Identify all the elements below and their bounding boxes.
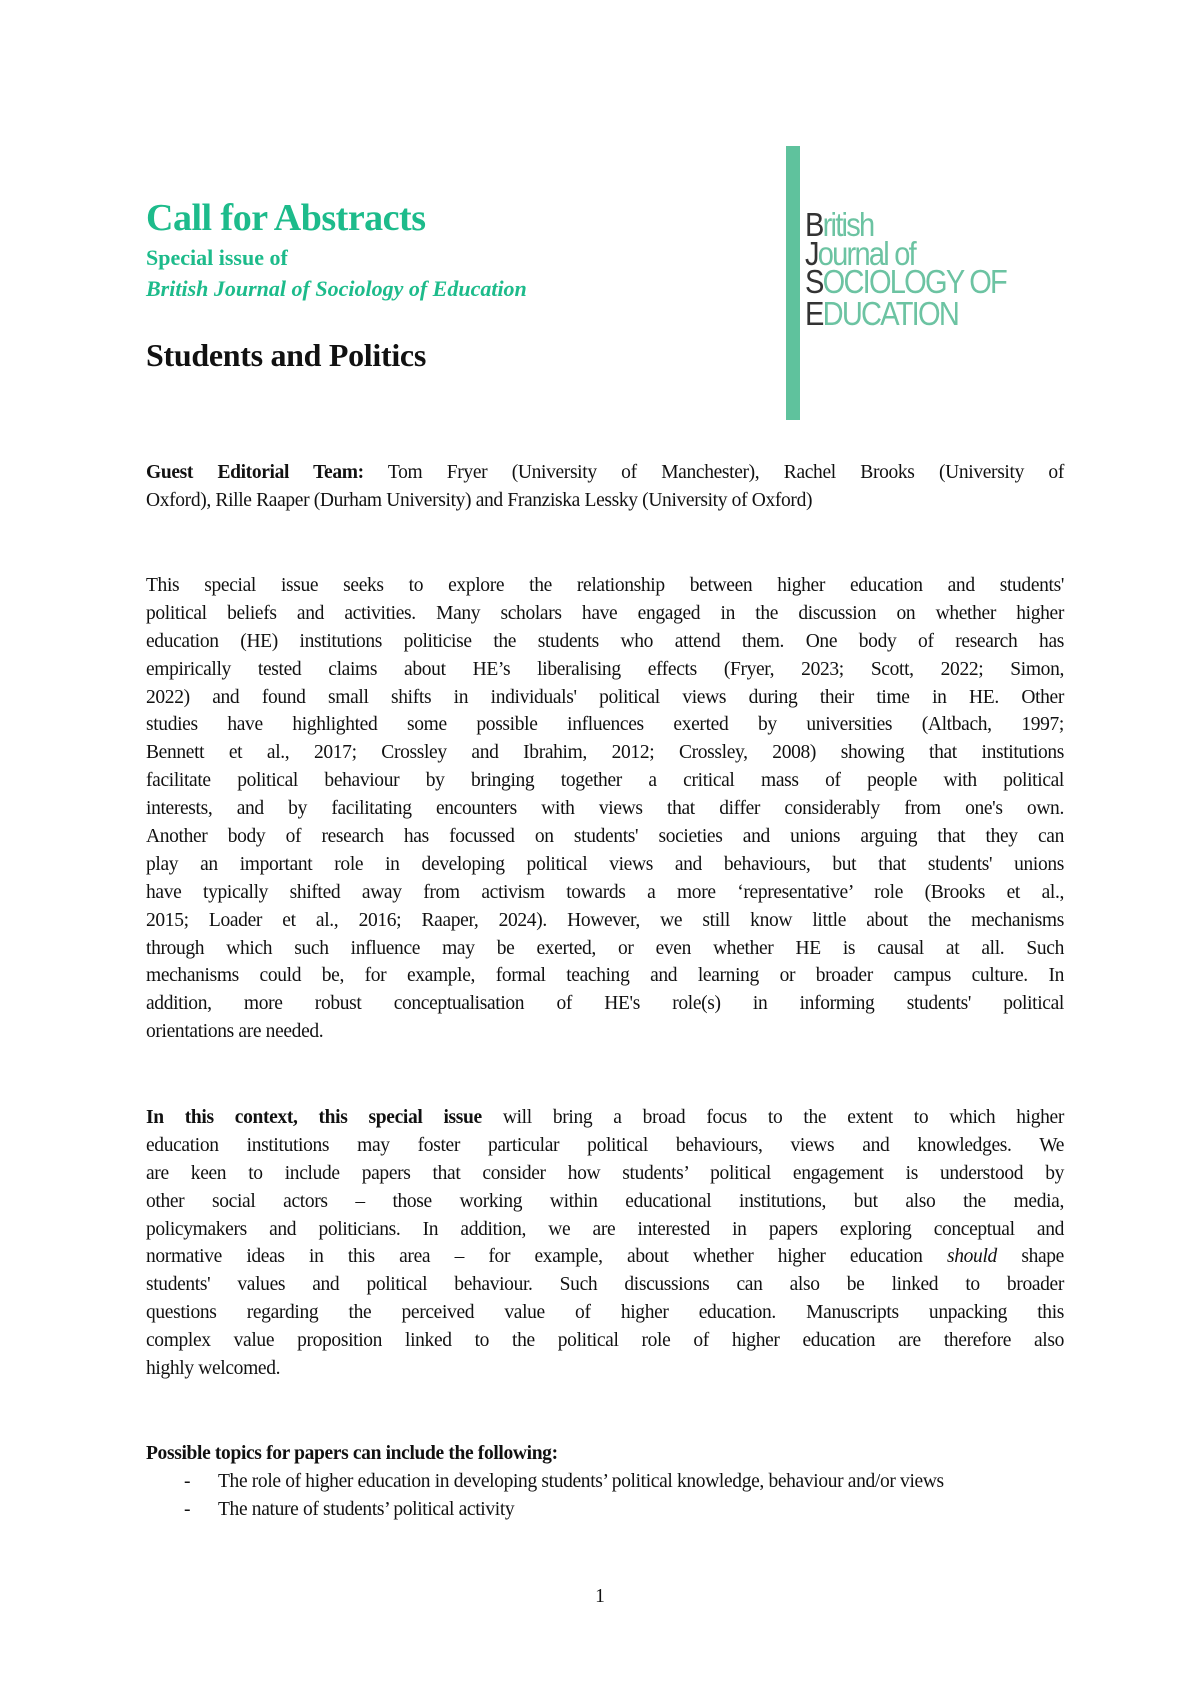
paragraph-line: interests, and by facilitating encounters with views that differ considerably from one's own. bbox=[146, 798, 1064, 820]
paragraph-line: Another body of research has focussed on students' societies and unions arguing that they can bbox=[146, 826, 1064, 848]
paragraph-line: mechanisms could be, for example, formal teaching and learning or broader campus culture. In bbox=[146, 965, 1064, 987]
paragraph-line: other social actors – those working within educational institutions, but also the media, bbox=[146, 1190, 1064, 1212]
logo-line: EDUCATION bbox=[805, 295, 959, 332]
paragraph-line: 2022) and found small shifts in individuals' political views during their time in HE. Other bbox=[146, 686, 1064, 708]
paragraph-line: questions regarding the perceived value of higher education. Manuscripts unpacking this bbox=[146, 1302, 1064, 1324]
paragraph-line: This special issue seeks to explore the relationship between higher education and students' bbox=[146, 575, 1064, 596]
paragraph-line: complex value proposition linked to the political role of higher education are therefore also bbox=[146, 1330, 1064, 1352]
topics-heading: Possible topics for papers can include the following: bbox=[146, 1443, 558, 1464]
paragraph-line: empirically tested claims about HE’s liberalising effects (Fryer, 2023; Scott, 2022; Simon, bbox=[146, 658, 1064, 680]
paragraph-line: studies have highlighted some possible influences exerted by universities (Altbach, 1997; bbox=[146, 714, 1064, 736]
paragraph-line: facilitate political behaviour by bringing together a critical mass of people with political bbox=[146, 770, 1064, 792]
context-paragraph bbox=[146, 1104, 1064, 1383]
topic-item bbox=[146, 1496, 1064, 1524]
paragraph-line bbox=[146, 1104, 1064, 1132]
page-number: 1 bbox=[595, 1586, 605, 1607]
logo-accent-bar bbox=[786, 146, 800, 420]
line-text: will bring a broad focus to the extent to which higher bbox=[481, 1107, 1064, 1128]
topics-section bbox=[146, 1440, 1064, 1524]
paragraph-line: orientations are needed. bbox=[146, 1021, 324, 1043]
dash-bullet: - bbox=[184, 1470, 191, 1492]
paragraph-line: through which such influence may be exerted, or even whether HE is causal at all. Such bbox=[146, 937, 1064, 959]
editors-line: Oxford), Rille Raaper (Durham University) and Franziska Lessky (University of Oxford) bbox=[146, 489, 813, 511]
paragraph-line: addition, more robust conceptualisation of HE's role(s) in informing students' political bbox=[146, 993, 1064, 1015]
lead-bold: In this context, this special issue bbox=[146, 1107, 482, 1128]
paragraph-line: education (HE) institutions politicise the students who attend them. One body of research has bbox=[146, 630, 1064, 652]
topic-item bbox=[146, 1468, 1064, 1496]
paragraph-line: play an important role in developing political views and behaviours, but that students' unions bbox=[146, 853, 1064, 875]
emphasis: should bbox=[947, 1246, 997, 1268]
paragraph-line: students' values and political behaviour. Such discussions can also be linked to broader bbox=[146, 1274, 1064, 1296]
paragraph-line: 2015; Loader et al., 2016; Raaper, 2024). However, we still know little about the mechanisms bbox=[146, 909, 1064, 931]
logo-line: Journal of bbox=[805, 235, 915, 272]
paragraph-line: are keen to include papers that consider how students’ political engagement is understood by bbox=[146, 1162, 1064, 1184]
topic-text: The nature of students’ political activity bbox=[218, 1498, 515, 1520]
intro-paragraph bbox=[146, 572, 1064, 1046]
paragraph-line bbox=[146, 1243, 1064, 1271]
paragraph-line: political beliefs and activities. Many scholars have engaged in the discussion on whether higher bbox=[146, 602, 1064, 624]
special-issue-label: Special issue of bbox=[146, 245, 288, 270]
topic-text: The role of higher education in developing students’ political knowledge, behaviour and/or views bbox=[218, 1470, 944, 1492]
editors-label: Guest Editorial Team: bbox=[146, 462, 364, 483]
line-text: shape bbox=[996, 1246, 1064, 1268]
dash-bullet: - bbox=[184, 1498, 191, 1520]
journal-name: British Journal of Sociology of Education bbox=[146, 276, 527, 301]
paragraph-line: highly welcomed. bbox=[146, 1358, 281, 1380]
paragraph-line: policymakers and politicians. In addition, we are interested in papers exploring conceptual and bbox=[146, 1218, 1064, 1240]
paragraph-line: education institutions may foster particular political behaviours, views and knowledges. We bbox=[146, 1134, 1064, 1156]
editors-line bbox=[146, 459, 1064, 487]
line-text: normative ideas in this area – for example, about whether higher education bbox=[146, 1246, 947, 1268]
issue-topic-title: Students and Politics bbox=[146, 337, 426, 373]
guest-editorial-team bbox=[146, 459, 1064, 515]
paragraph-line: Bennett et al., 2017; Crossley and Ibrahim, 2012; Crossley, 2008) showing that institutions bbox=[146, 742, 1064, 764]
logo-line: SOCIOLOGY OF bbox=[805, 263, 1007, 300]
paragraph-line: have typically shifted away from activism towards a more ‘representative’ role (Brooks et al., bbox=[146, 881, 1064, 903]
call-for-abstracts-title: Call for Abstracts bbox=[146, 197, 426, 239]
editors-text: Tom Fryer (University of Manchester), Rachel Brooks (University of bbox=[363, 462, 1064, 483]
logo-line: British bbox=[805, 206, 874, 243]
